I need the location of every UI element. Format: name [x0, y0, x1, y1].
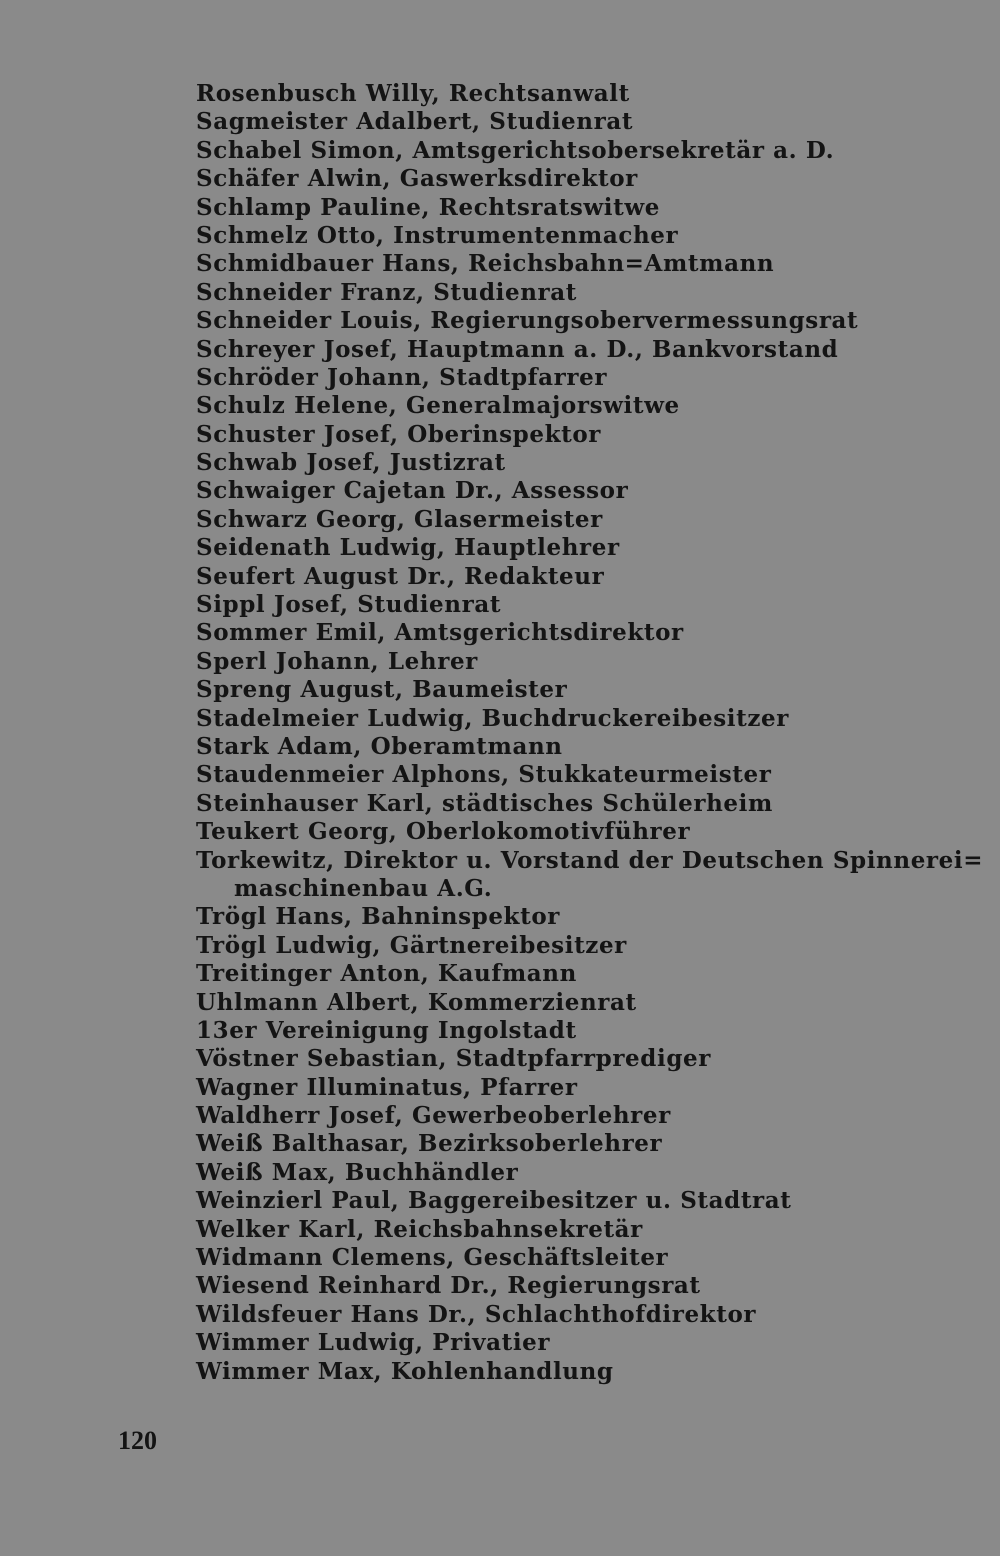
- list-item: Rosenbusch Willy, Rechtsanwalt: [196, 80, 630, 107]
- list-item: Schwaiger Cajetan Dr., Assessor: [196, 477, 629, 505]
- list-item: Schneider Louis, Regierungsobervermessungsrat: [196, 307, 859, 335]
- list-item: Weiß Balthasar, Bezirksoberlehrer: [196, 1130, 663, 1158]
- list-item: Steinhauser Karl, städtisches Schülerheim: [196, 789, 773, 817]
- list-item: Schulz Helene, Generalmajorswitwe: [196, 392, 680, 420]
- list-item: Torkewitz, Direktor u. Vorstand der Deutschen Spinnerei=: [196, 846, 984, 874]
- name-list: [196, 80, 984, 1386]
- list-item: Sommer Emil, Amtsgerichtsdirektor: [196, 619, 684, 647]
- list-item: Schreyer Josef, Hauptmann a. D., Bankvorstand: [196, 335, 839, 363]
- list-item: Schmelz Otto, Instrumentenmacher: [196, 221, 679, 249]
- list-item: Widmann Clemens, Geschäftsleiter: [196, 1244, 669, 1272]
- list-item: Waldherr Josef, Gewerbeoberlehrer: [196, 1102, 671, 1130]
- list-item: 13er Vereinigung Ingolstadt: [196, 1016, 577, 1044]
- list-item: Teukert Georg, Oberlokomotivführer: [196, 818, 691, 846]
- list-item: Stadelmeier Ludwig, Buchdruckereibesitzer: [196, 704, 789, 732]
- list-item: Schwab Josef, Justizrat: [196, 449, 506, 477]
- list-item: Stark Adam, Oberamtmann: [196, 732, 563, 760]
- list-item: Schlamp Pauline, Rechtsratswitwe: [196, 193, 660, 221]
- list-item: Wagner Illuminatus, Pfarrer: [196, 1073, 578, 1101]
- list-item: Schäfer Alwin, Gaswerksdirektor: [196, 165, 638, 193]
- list-item: Wimmer Max, Kohlenhandlung: [196, 1357, 614, 1385]
- list-item: Schneider Franz, Studienrat: [196, 278, 577, 306]
- list-item: Welker Karl, Reichsbahnsekretär: [196, 1215, 643, 1243]
- list-item: Staudenmeier Alphons, Stukkateurmeister: [196, 761, 772, 789]
- list-item: Sippl Josef, Studienrat: [196, 591, 502, 619]
- list-item: Wimmer Ludwig, Privatier: [196, 1329, 551, 1357]
- list-item: Weinzierl Paul, Baggereibesitzer u. Stadtrat: [196, 1187, 792, 1215]
- list-item: Vöstner Sebastian, Stadtpfarrprediger: [196, 1045, 711, 1073]
- list-item: Seidenath Ludwig, Hauptlehrer: [196, 534, 620, 562]
- list-item: Schabel Simon, Amtsgerichtsobersekretär a. D.: [196, 136, 835, 164]
- list-item: Weiß Max, Buchhändler: [196, 1158, 519, 1186]
- list-item: Sagmeister Adalbert, Studienrat: [196, 108, 634, 136]
- list-item: Schmidbauer Hans, Reichsbahn=Amtmann: [196, 250, 775, 278]
- list-item: Trögl Ludwig, Gärtnereibesitzer: [196, 931, 627, 959]
- list-item: Trögl Hans, Bahninspektor: [196, 903, 560, 931]
- list-item: Wiesend Reinhard Dr., Regierungsrat: [196, 1272, 701, 1300]
- list-item: Schuster Josef, Oberinspektor: [196, 420, 602, 448]
- list-item: Uhlmann Albert, Kommerzienrat: [196, 988, 637, 1016]
- list-item: Schröder Johann, Stadtpfarrer: [196, 363, 608, 391]
- list-item: Wildsfeuer Hans Dr., Schlachthofdirektor: [196, 1300, 757, 1328]
- page-number: 120: [118, 1426, 157, 1455]
- list-item: Schwarz Georg, Glasermeister: [196, 505, 603, 533]
- list-item: Sperl Johann, Lehrer: [196, 647, 478, 675]
- list-item: Spreng August, Baumeister: [196, 676, 568, 704]
- list-item: Treitinger Anton, Kaufmann: [196, 960, 577, 988]
- list-item-continuation: maschinenbau A.G.: [234, 874, 493, 902]
- list-item: Seufert August Dr., Redakteur: [196, 562, 605, 590]
